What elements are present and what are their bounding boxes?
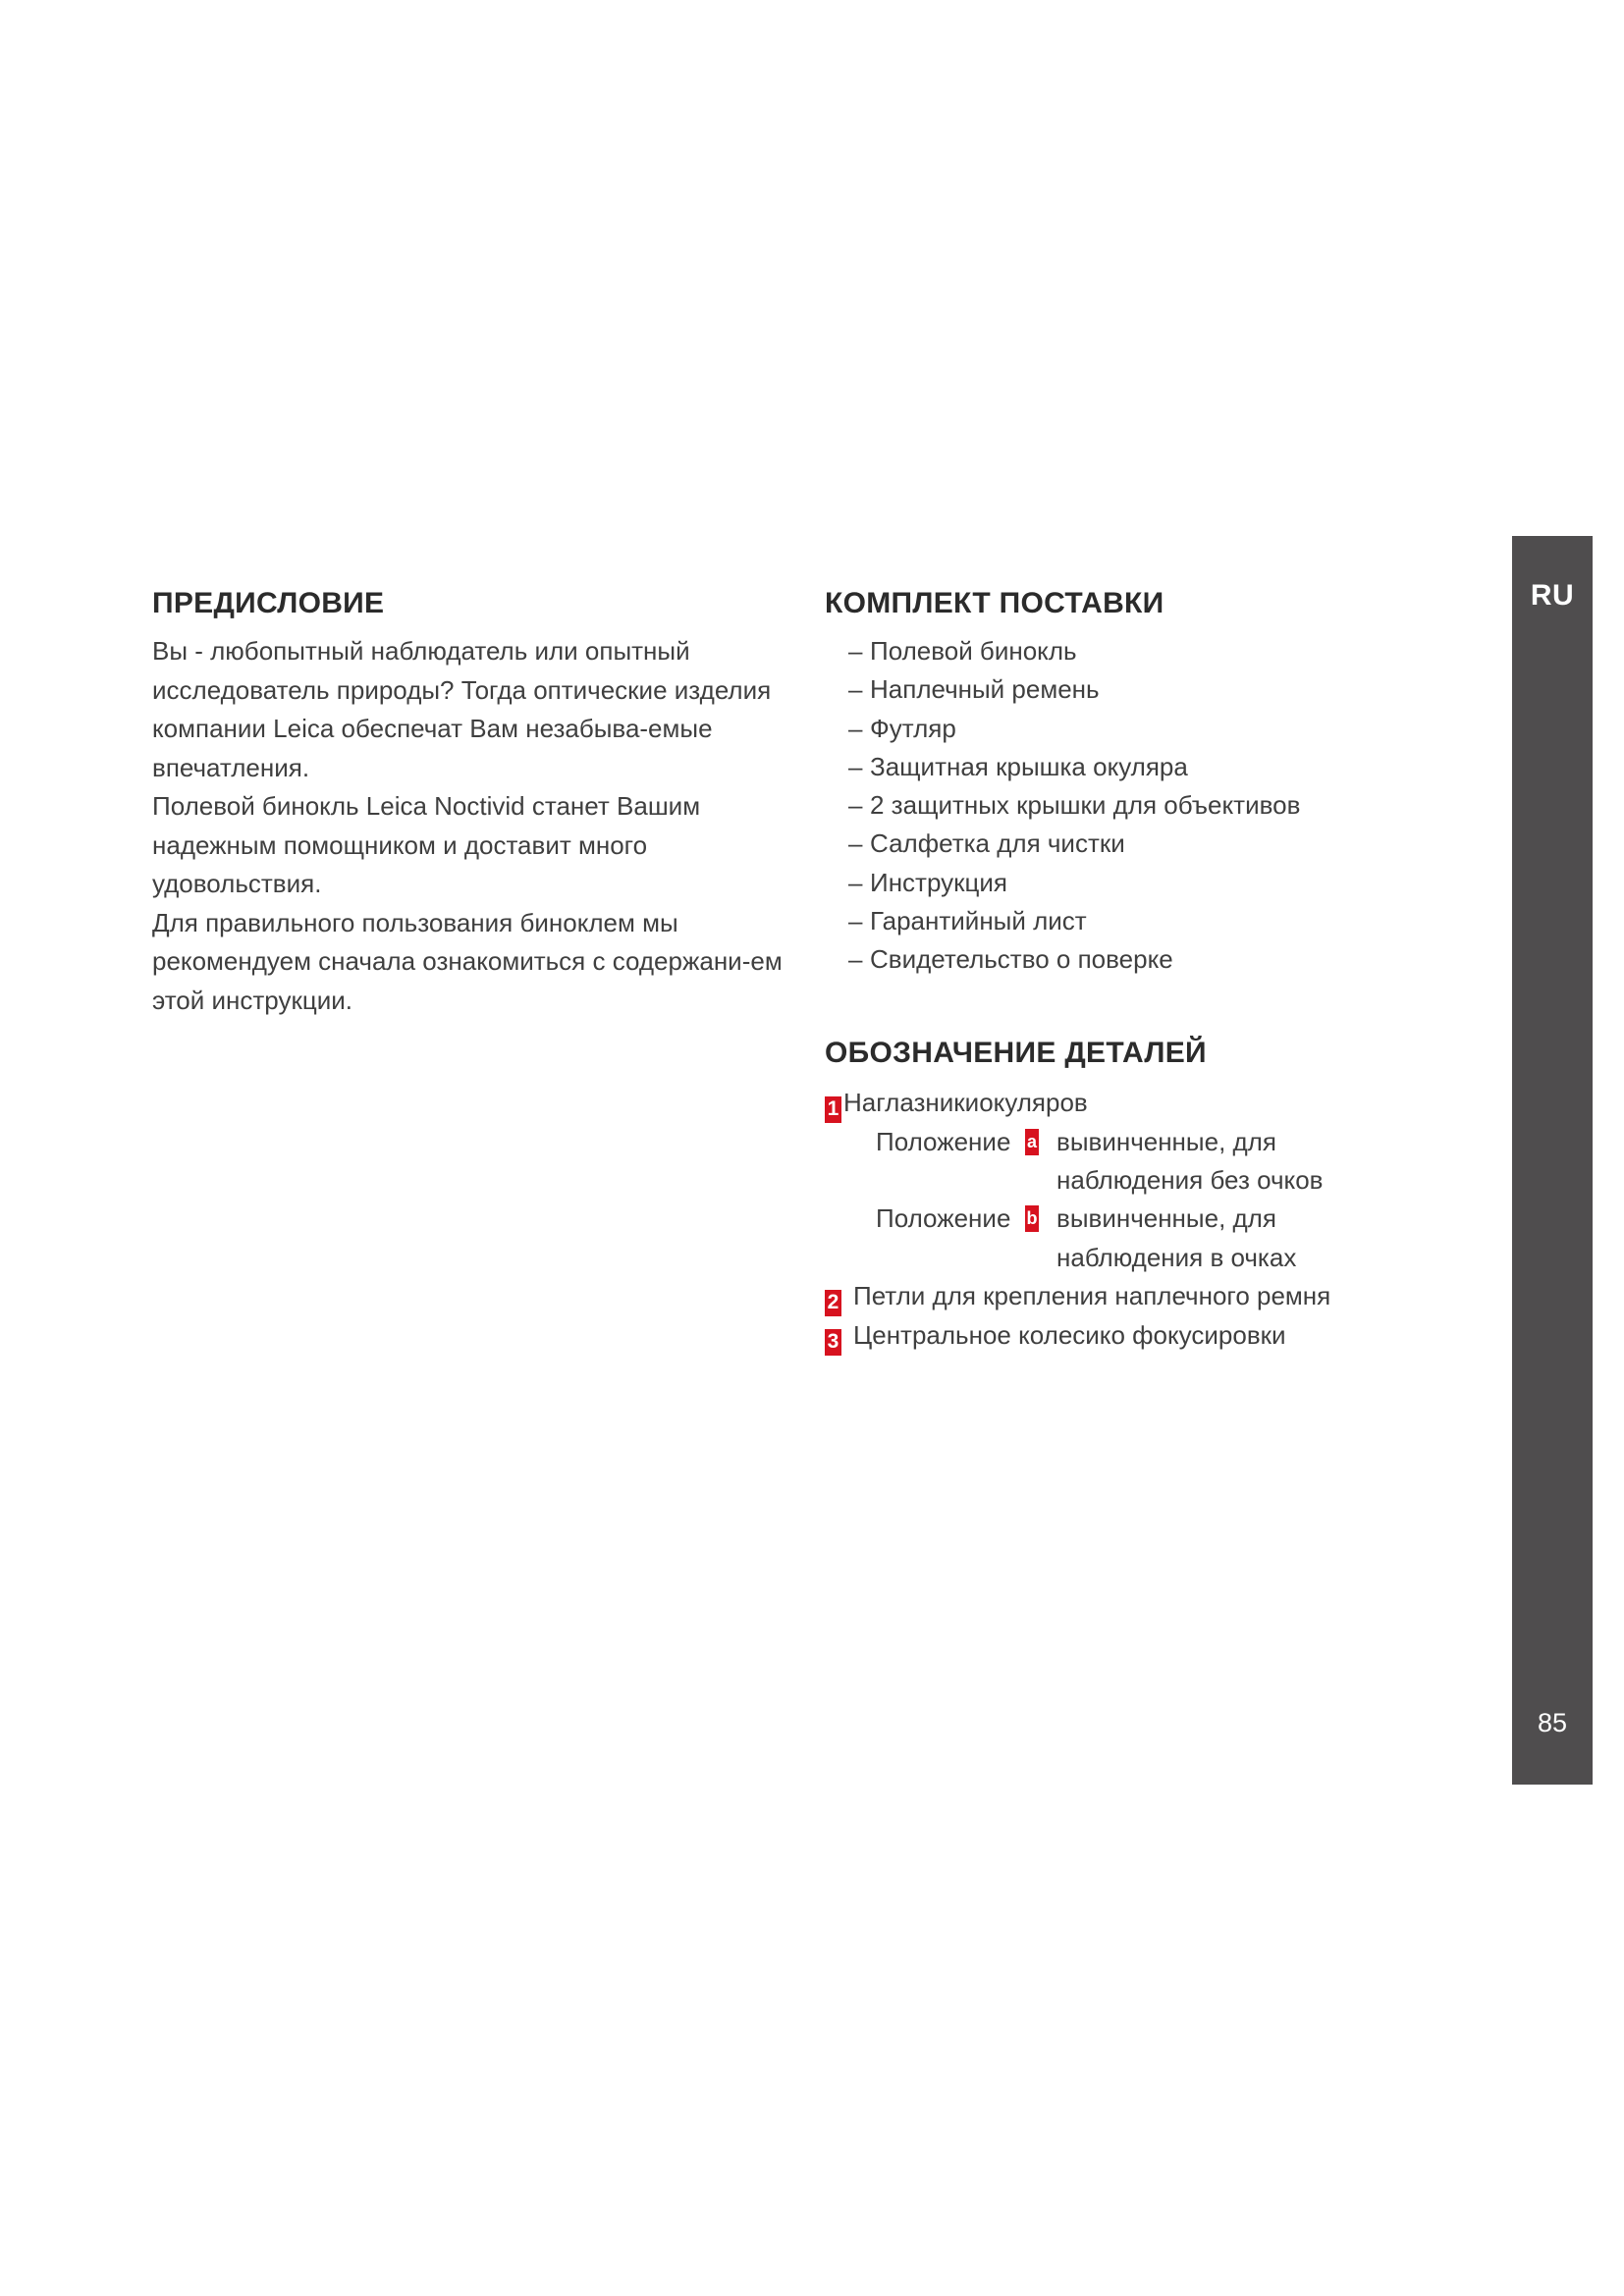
dash-icon: – xyxy=(848,828,863,859)
delivery-title: КОМПЛЕКТ ПОСТАВКИ xyxy=(825,587,1164,619)
foreword-paragraph-1: Вы - любопытный наблюдатель или опытный исследователь природы? Тогда оптические изделия компании Leica обеспечат Вам незабыва-емые впечатления. xyxy=(152,636,772,782)
position-desc-line2: наблюдения без очков xyxy=(1056,1164,1324,1195)
foreword-paragraph-2: Полевой бинокль Leica Noctivid станет Вашим надежным помощником и доставит много удовольствия. xyxy=(152,791,701,898)
dash-icon: – xyxy=(848,751,863,781)
dash-icon: – xyxy=(848,906,863,936)
part-number-badge: 1 xyxy=(825,1096,841,1123)
position-b-row xyxy=(825,1200,1492,1238)
position-desc-line1: вывинченные, для xyxy=(1056,1126,1276,1156)
dash-icon: – xyxy=(848,944,863,975)
position-desc-line2: наблюдения в очках xyxy=(1056,1242,1297,1272)
position-a-row xyxy=(825,1123,1492,1161)
part-label: Петли для крепления наплечного ремня xyxy=(853,1280,1331,1310)
foreword-paragraph-3: Для правильного пользования биноклем мы рекомендуем сначала ознакомиться с содержани-ем этой инструкции. xyxy=(152,907,783,1015)
delivery-item: – Футляр xyxy=(848,710,1492,748)
delivery-item: – Инструкция xyxy=(848,864,1492,902)
position-badge-b: b xyxy=(1025,1205,1039,1232)
foreword-title: ПРЕДИСЛОВИЕ xyxy=(152,587,385,619)
position-label: Положение xyxy=(876,1126,1011,1156)
position-b-row-cont xyxy=(825,1239,1492,1277)
foreword-section xyxy=(152,587,800,1020)
part-label: Наглазникиокуляров xyxy=(843,1087,1088,1117)
page-number: 85 xyxy=(1537,1708,1568,1737)
dash-icon: – xyxy=(848,713,863,743)
parts-title: ОБОЗНАЧЕНИЕ ДЕТАЛЕЙ xyxy=(825,1036,1207,1069)
language-label: RU xyxy=(1530,579,1575,612)
delivery-item: – Гарантийный лист xyxy=(848,902,1492,940)
delivery-item: – Салфетка для чистки xyxy=(848,825,1492,863)
part-item-2 xyxy=(825,1277,1492,1316)
delivery-item: – 2 защитных крышки для объективов xyxy=(848,786,1492,825)
dash-icon: – xyxy=(848,674,863,705)
right-column xyxy=(825,587,1492,1356)
position-desc-line1: вывинченные, для xyxy=(1056,1203,1276,1234)
delivery-item: – Защитная крышка окуляра xyxy=(848,748,1492,786)
parts-section xyxy=(825,1037,1492,1356)
delivery-section xyxy=(825,587,1492,980)
delivery-item: – Наплечный ремень xyxy=(848,670,1492,709)
position-a-row-cont xyxy=(825,1161,1492,1200)
delivery-item: – Свидетельство о поверке xyxy=(848,940,1492,979)
part-item-3 xyxy=(825,1316,1492,1356)
position-badge-a: a xyxy=(1025,1129,1039,1155)
dash-icon: – xyxy=(848,636,863,666)
dash-icon: – xyxy=(848,790,863,821)
part-item-1 xyxy=(825,1084,1492,1123)
position-label: Положение xyxy=(876,1203,1011,1234)
delivery-item: – Полевой бинокль xyxy=(848,632,1492,670)
side-tab xyxy=(1512,536,1593,1785)
part-label: Центральное колесико фокусировки xyxy=(853,1319,1286,1350)
delivery-list xyxy=(825,632,1492,980)
part-number-badge: 3 xyxy=(825,1329,841,1356)
dash-icon: – xyxy=(848,867,863,897)
part-number-badge: 2 xyxy=(825,1290,841,1316)
